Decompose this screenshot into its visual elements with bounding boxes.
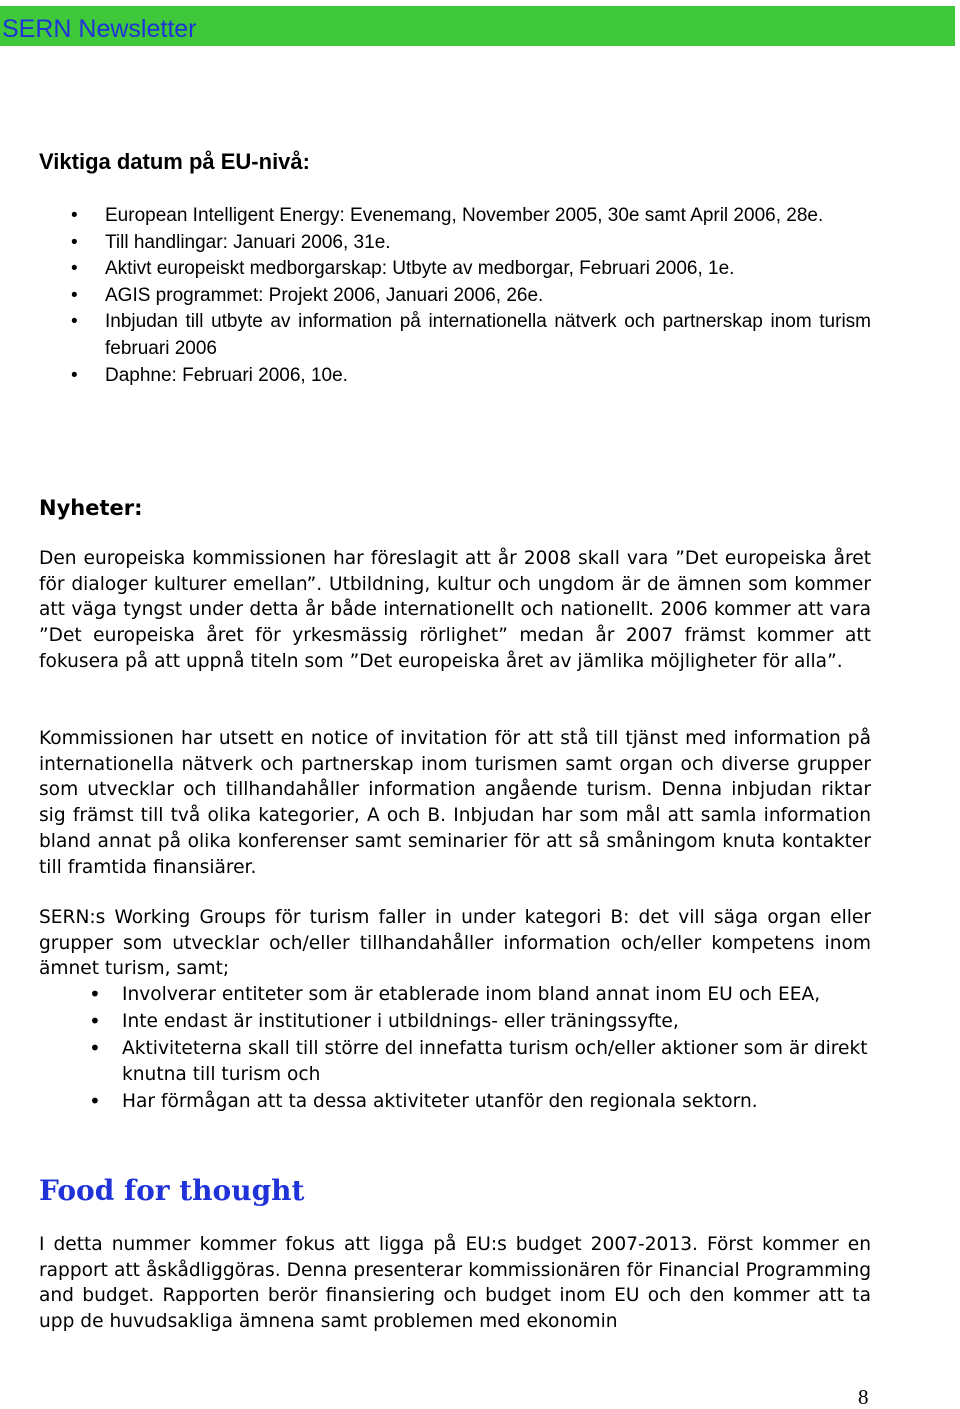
news-paragraph-1: Den europeiska kommissionen har föreslagit att år 2008 skall vara ”Det europeiska året för dialoger kulturer emellan”. Utbildning, kultur och ungdom är de ämnen som kommer att väga tyngst under detta år både internationellt och nationellt. 2006 kommer att vara ”Det europeiska året för yrkesmässig rörlighet” medan år 2007 främst kommer att fokusera på att uppnå titeln som ”Det europeiska året av jämlika möjligheter för alla”. (39, 548, 871, 672)
news-heading: Nyheter: (39, 496, 143, 520)
food-heading: Food for thought (39, 1174, 305, 1207)
list-item: • AGIS programmet: Projekt 2006, Januari 2006, 26e. (39, 283, 871, 310)
news-paragraph-2: Kommissionen har utsett en notice of invitation för att stå till tjänst med information på internationella nätverk och partnerskap inom turismen samt organ och diverse grupper som utvecklar och tillhandahåller information angående turism. Denna inbjudan riktar sig främst till två olika kategorier, A och B. Inbjudan har som mål att samla information bland annat på olika konferenser samt seminarier för att så småningom knuta kontakter till framtida finansiärer. (39, 728, 871, 878)
criteria-list (39, 982, 871, 1117)
list-item: • Har förmågan att ta dessa aktiviteter utanför den regionala sektorn. (39, 1089, 871, 1115)
list-item: • Aktiviteterna skall till större del innefatta turism och/eller aktioner som är direkt knutna till turism och (39, 1036, 871, 1087)
newsletter-banner (0, 6, 955, 46)
list-item: • European Intelligent Energy: Evenemang, November 2005, 30e samt April 2006, 28e. (39, 203, 871, 230)
list-item: • Inte endast är institutioner i utbildnings- eller träningssyfte, (39, 1009, 871, 1035)
dates-list (39, 203, 871, 389)
list-item: • Inbjudan till utbyte av information på internationella nätverk och partnerskap inom turism februari 2006 (39, 309, 871, 362)
list-item: • Involverar entiteter som är etablerade inom bland annat inom EU och EEA, (39, 982, 871, 1008)
list-item: • Aktivt europeiskt medborgarskap: Utbyte av medborgar, Februari 2006, 1e. (39, 256, 871, 283)
dates-heading: Viktiga datum på EU-nivå: (39, 149, 310, 174)
list-item: • Daphne: Februari 2006, 10e. (39, 363, 871, 390)
list-item: • Till handlingar: Januari 2006, 31e. (39, 230, 871, 257)
news-paragraph-3: SERN:s Working Groups för turism faller in under kategori B: det vill säga organ eller grupper som utvecklar och/eller tillhandahåller information och/eller kompetens inom ämnet turism, samt; (39, 907, 871, 980)
food-paragraph: I detta nummer kommer fokus att ligga på EU:s budget 2007-2013. Först kommer en rapport att åskådliggöras. Denna presenterar kommissionären för Financial Programming and budget. Rapporten berör finansiering och budget inom EU och den kommer att ta upp de huvudsakliga ämnena samt problemen med ekonomin (39, 1234, 871, 1333)
page-number: 8 (858, 1385, 869, 1409)
newsletter-title: SERN Newsletter (2, 15, 197, 43)
